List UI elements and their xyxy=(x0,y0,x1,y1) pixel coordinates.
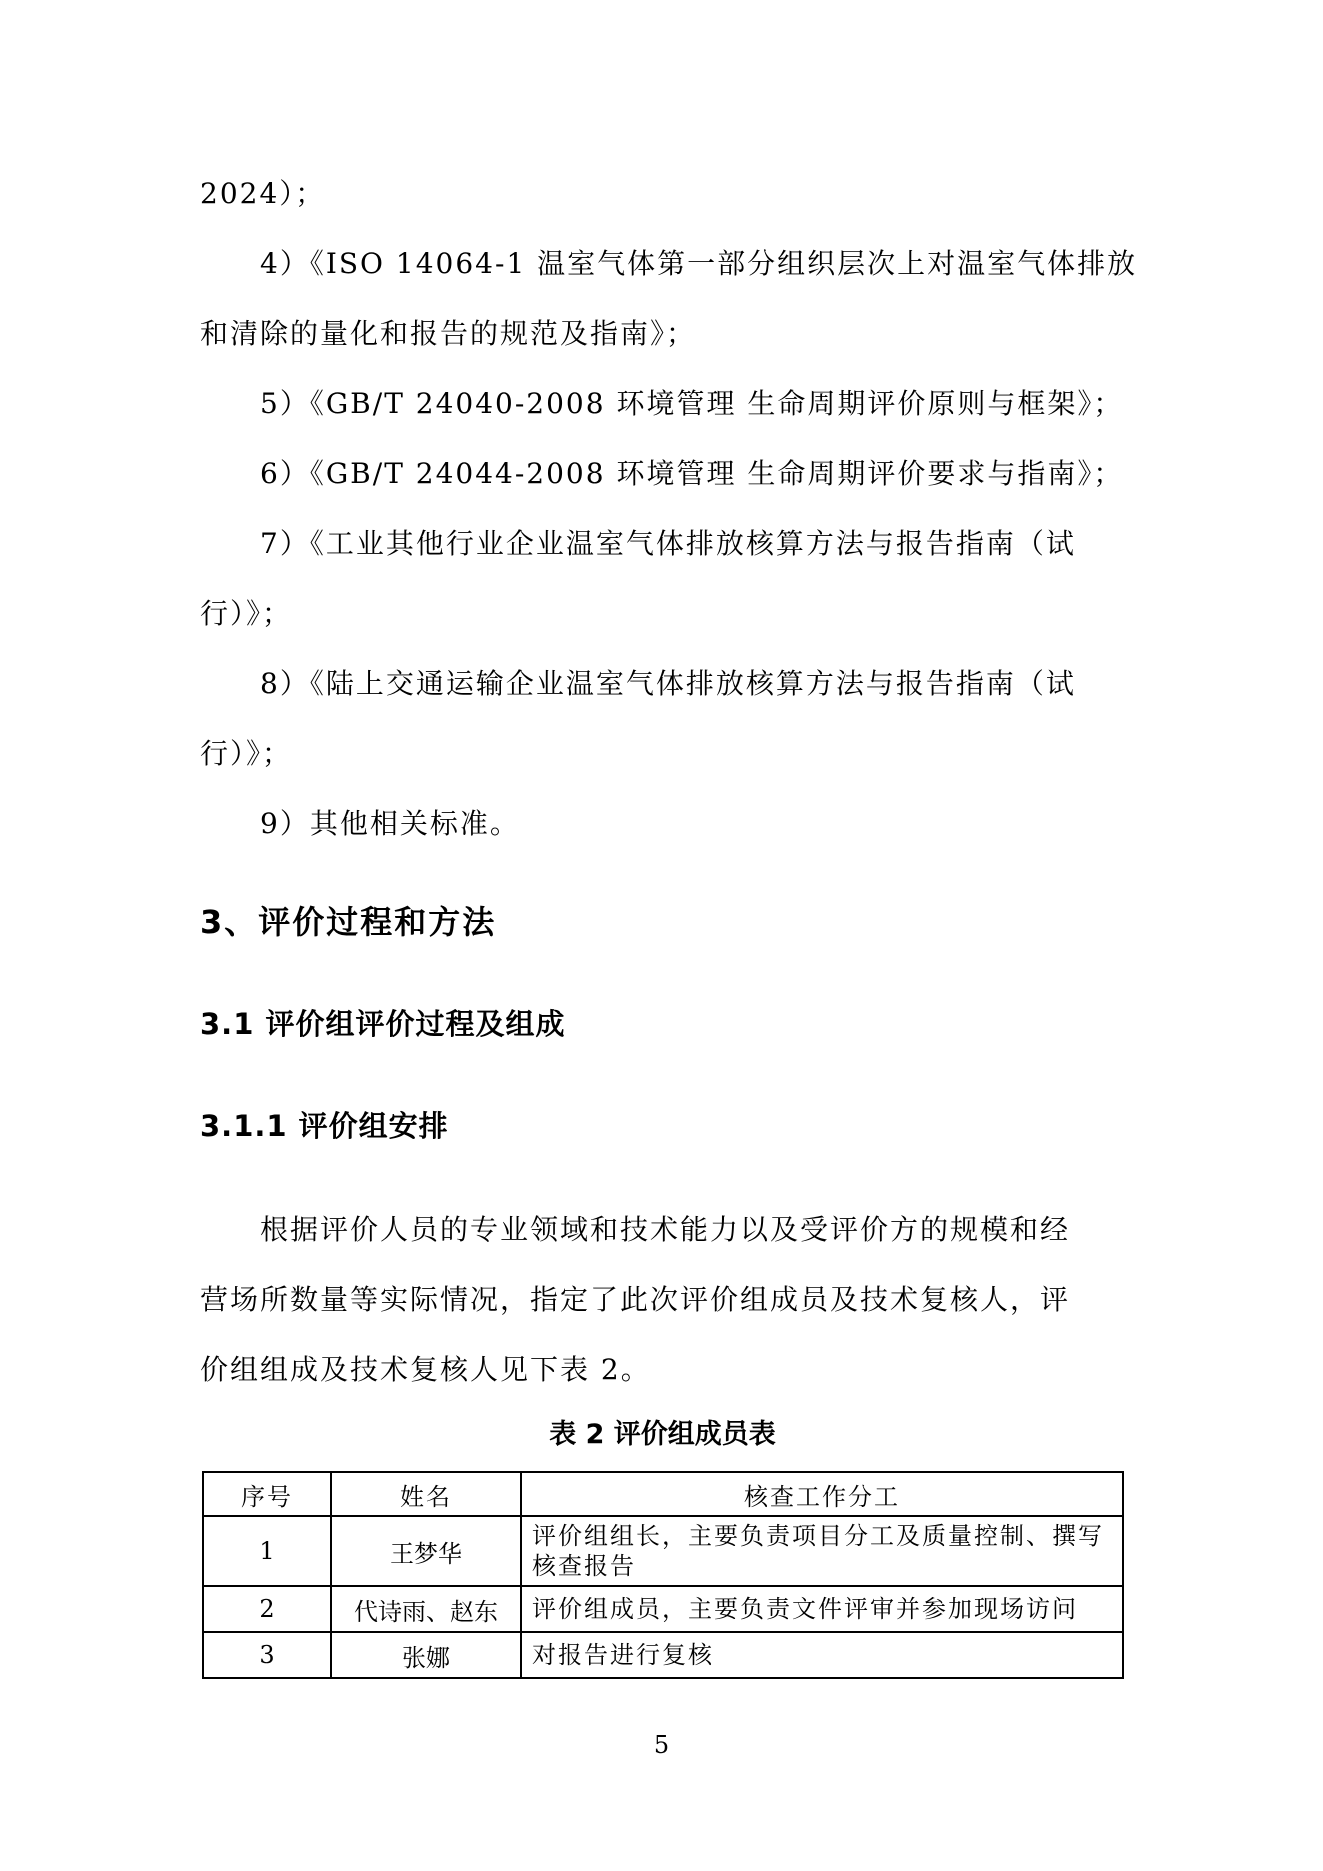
paragraph-line: 营场所数量等实际情况，指定了此次评价组成员及技术复核人，评 xyxy=(200,1283,1071,1316)
cell-no: 1 xyxy=(203,1516,331,1586)
cell-name: 代诗雨、赵东 xyxy=(331,1586,521,1632)
cell-duty: 对报告进行复核 xyxy=(521,1632,1123,1678)
body-line: 6）《GB/T 24044-2008 环境管理 生命周期评价要求与指南》； xyxy=(260,457,1124,490)
table-header-row xyxy=(203,1472,1123,1516)
body-line: 9）其他相关标准。 xyxy=(260,807,520,840)
table-row xyxy=(203,1632,1123,1678)
header-name: 姓名 xyxy=(331,1472,521,1516)
body-line: 8）《陆上交通运输企业温室气体排放核算方法与报告指南（试 xyxy=(260,667,1076,700)
page-number: 5 xyxy=(653,1731,670,1759)
body-line: 5）《GB/T 24040-2008 环境管理 生命周期评价原则与框架》； xyxy=(260,387,1124,420)
body-line: 2024）； xyxy=(200,177,326,210)
paragraph-line: 根据评价人员的专业领域和技术能力以及受评价方的规模和经 xyxy=(260,1213,1071,1246)
cell-no: 3 xyxy=(203,1632,331,1678)
paragraph-line: 价组组成及技术复核人见下表 2。 xyxy=(200,1353,651,1386)
body-line: 7）《工业其他行业企业温室气体排放核算方法与报告指南（试 xyxy=(260,527,1076,560)
subsubsection-heading: 3.1.1 评价组安排 xyxy=(200,1109,449,1143)
table-caption: 表 2 评价组成员表 xyxy=(549,1419,776,1450)
subsection-heading: 3.1 评价组评价过程及组成 xyxy=(200,1007,566,1041)
header-duty: 核查工作分工 xyxy=(521,1472,1123,1516)
cell-duty: 评价组组长，主要负责项目分工及质量控制、撰写核查报告 xyxy=(521,1516,1123,1586)
body-line: 行）》； xyxy=(200,737,293,770)
section-heading: 3、评价过程和方法 xyxy=(200,903,497,941)
staff-table xyxy=(202,1471,1124,1679)
body-line: 4）《ISO 14064-1 温室气体第一部分组织层次上对温室气体排放 xyxy=(260,247,1138,280)
body-line: 行）》； xyxy=(200,597,293,630)
cell-no: 2 xyxy=(203,1586,331,1632)
table-row xyxy=(203,1586,1123,1632)
cell-duty: 评价组成员，主要负责文件评审并参加现场访问 xyxy=(521,1586,1123,1632)
cell-name: 张娜 xyxy=(331,1632,521,1678)
body-line: 和清除的量化和报告的规范及指南》； xyxy=(200,317,697,350)
table-row xyxy=(203,1516,1123,1586)
header-no: 序号 xyxy=(203,1472,331,1516)
cell-name: 王梦华 xyxy=(331,1516,521,1586)
